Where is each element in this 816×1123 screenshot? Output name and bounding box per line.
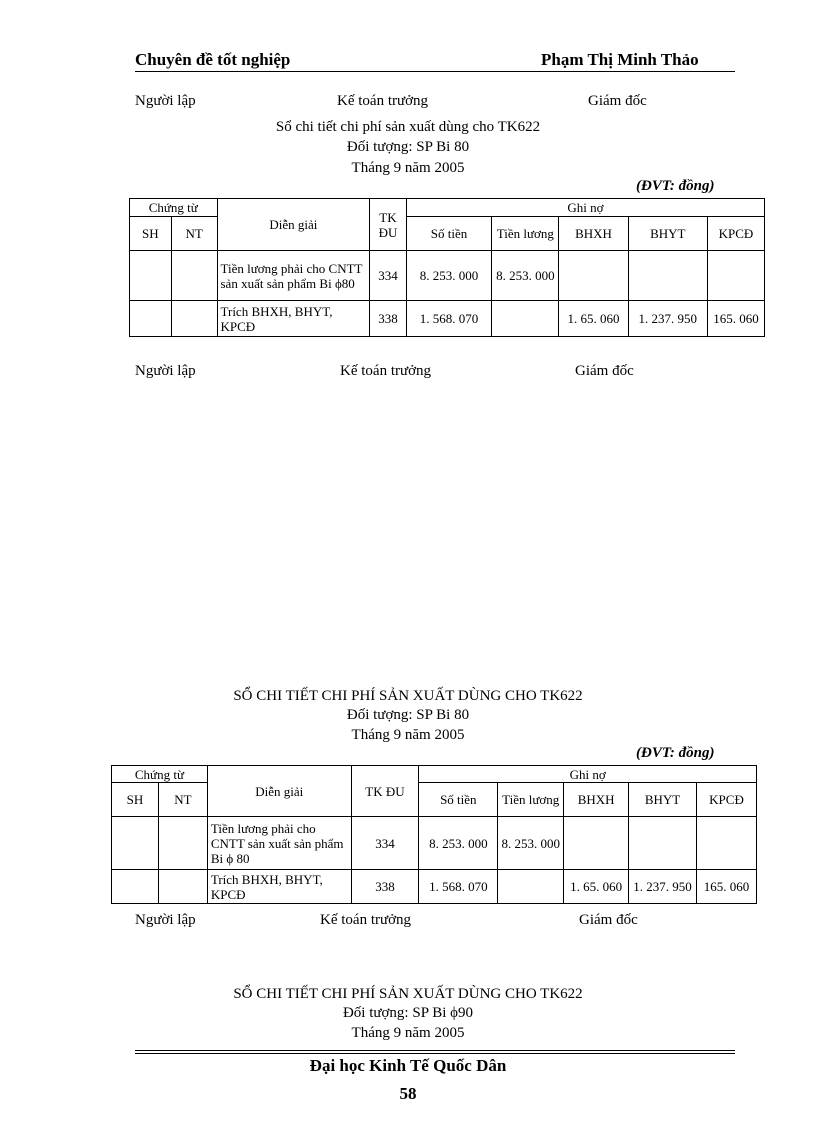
table-row [112,817,757,870]
section3-title: SỔ CHI TIẾT CHI PHÍ SẢN XUẤT DÙNG CHO TK622 [233,986,583,1002]
cell-wages: 8. 253. 000 [498,817,564,870]
section1-ledger-table [129,198,765,337]
signature-preparer: Người lập [135,363,196,379]
cell-sh [112,870,159,904]
col-amount: Số tiền [406,217,491,251]
cell-description: Tiền lương phải cho CNTT sản xuất sản phẩm Bi ϕ 80 [207,817,351,870]
cell-bhyt [628,251,707,301]
cell-bhyt: 1. 237. 950 [629,870,697,904]
cell-kpcd [697,817,757,870]
col-kpcd: KPCĐ [697,783,757,817]
signature-preparer: Người lập [135,93,196,109]
footer-rule [135,1050,735,1051]
cell-tk-du: 338 [351,870,419,904]
col-voucher: Chứng từ [130,199,218,217]
signature-preparer: Người lập [135,912,196,928]
table-row [130,301,765,337]
table-row [112,870,757,904]
cell-wages [492,301,559,337]
col-nt: NT [158,783,207,817]
header-right: Phạm Thị Minh Thảo [541,50,699,69]
cell-kpcd: 165. 060 [697,870,757,904]
col-wages: Tiền lương [498,783,564,817]
col-bhyt: BHYT [628,217,707,251]
col-bhxh: BHXH [559,217,628,251]
col-amount: Số tiền [419,783,498,817]
cell-description: Tiền lương phải cho CNTT sản xuất sản phẩm Bi ϕ80 [217,251,370,301]
section2-ledger-table [111,765,757,904]
cell-bhxh [559,251,628,301]
cell-amount: 1. 568. 070 [406,301,491,337]
cell-amount: 8. 253. 000 [406,251,491,301]
cell-bhxh: 1. 65. 060 [559,301,628,337]
section1-title: Sổ chi tiết chi phí sản xuất dùng cho TK622 [275,119,541,135]
cell-wages: 8. 253. 000 [492,251,559,301]
section3-period: Tháng 9 năm 2005 [351,1025,465,1041]
cell-nt [171,251,217,301]
cell-description: Trích BHXH, BHYT, KPCĐ [217,301,370,337]
col-debit: Ghi nợ [419,766,757,783]
signature-chief-accountant: Kế toán trưởng [340,363,432,379]
footer-school: Đại học Kinh Tế Quốc Dân [309,1056,507,1075]
cell-wages [498,870,564,904]
col-debit: Ghi nợ [406,199,764,217]
col-description: Diễn giải [217,199,370,251]
cell-amount: 8. 253. 000 [419,817,498,870]
cell-bhyt [629,817,697,870]
section1-unit: (ĐVT: đồng) [636,178,715,194]
section2-title: SỔ CHI TIẾT CHI PHÍ SẢN XUẤT DÙNG CHO TK622 [233,688,583,704]
signature-chief-accountant: Kế toán trưởng [337,93,429,109]
section3-object: Đối tượng: SP Bi ϕ90 [342,1005,474,1021]
section1-object: Đối tượng: SP Bi 80 [346,139,470,155]
cell-bhxh [564,817,629,870]
section2-object: Đối tượng: SP Bi 80 [346,707,470,723]
signature-director: Giám đốc [575,363,634,379]
cell-sh [130,251,172,301]
cell-nt [158,817,207,870]
cell-bhyt: 1. 237. 950 [628,301,707,337]
header-rule [135,71,735,72]
col-sh: SH [130,217,172,251]
signature-director: Giám đốc [588,93,647,109]
table-row [130,251,765,301]
header-left: Chuyên đề tốt nghiệp [135,50,291,69]
section2-unit: (ĐVT: đồng) [636,745,715,761]
col-bhyt: BHYT [629,783,697,817]
page-number: 58 [399,1084,417,1103]
footer-rule [135,1053,735,1054]
section2-period: Tháng 9 năm 2005 [351,727,465,743]
cell-tk-du: 338 [370,301,407,337]
cell-nt [171,301,217,337]
col-kpcd: KPCĐ [707,217,764,251]
col-tk-du: TK ĐU [351,766,419,817]
cell-bhxh: 1. 65. 060 [564,870,629,904]
cell-nt [158,870,207,904]
signature-chief-accountant: Kế toán trưởng [320,912,412,928]
cell-sh [130,301,172,337]
col-tk-du: TK ĐU [370,199,407,251]
cell-kpcd: 165. 060 [707,301,764,337]
cell-amount: 1. 568. 070 [419,870,498,904]
col-bhxh: BHXH [564,783,629,817]
col-sh: SH [112,783,159,817]
cell-description: Trích BHXH, BHYT, KPCĐ [207,870,351,904]
cell-kpcd [707,251,764,301]
signature-director: Giám đốc [579,912,638,928]
col-nt: NT [171,217,217,251]
col-wages: Tiền lương [492,217,559,251]
col-voucher: Chứng từ [112,766,208,783]
cell-sh [112,817,159,870]
col-description: Diễn giải [207,766,351,817]
cell-tk-du: 334 [351,817,419,870]
section1-period: Tháng 9 năm 2005 [351,160,465,176]
cell-tk-du: 334 [370,251,407,301]
